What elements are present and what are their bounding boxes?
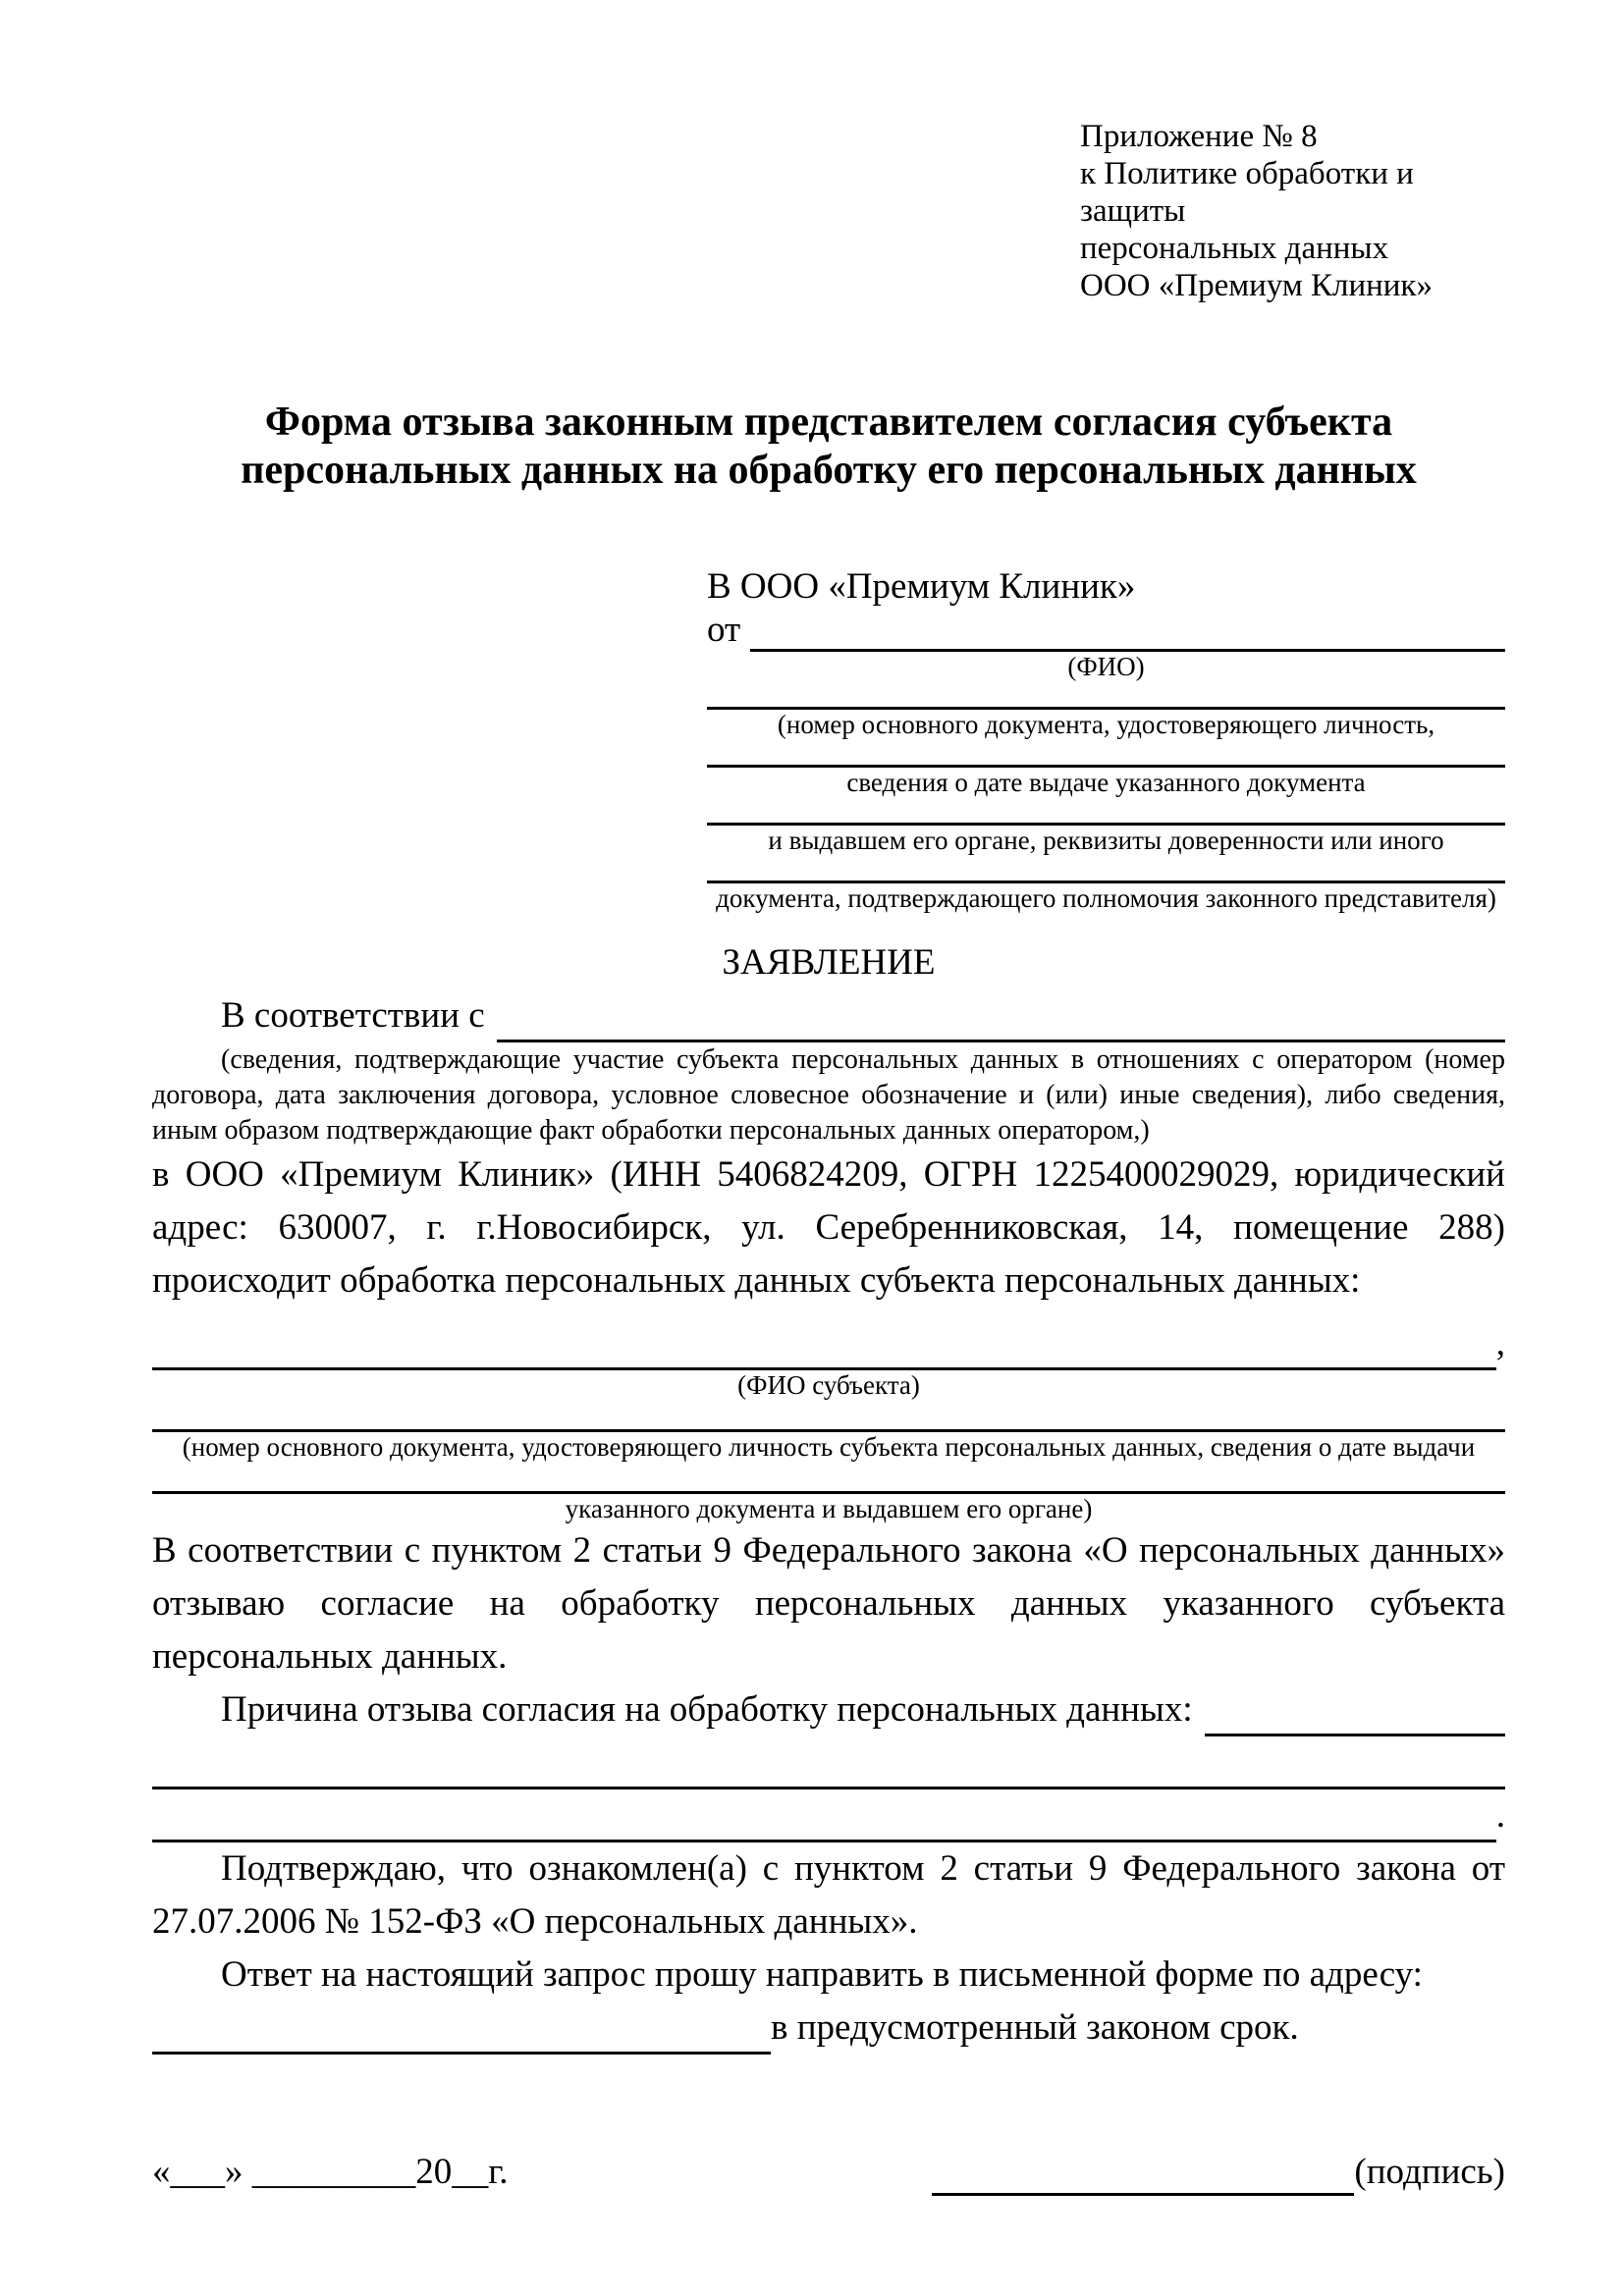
doc-field-caption: сведения о дате выдаче указанного документа bbox=[846, 768, 1366, 797]
fio-caption: (ФИО) bbox=[1067, 652, 1145, 681]
addressee-from-row bbox=[707, 609, 1505, 652]
confirm-paragraph: Подтверждаю, что ознакомлен(а) с пунктом 2 статьи 9 Федерального закона от 27.07.2006 № 152-ФЗ «О персональных данных». bbox=[152, 1848, 1505, 1942]
appendix-line: к Политике обработки и защиты bbox=[1080, 156, 1414, 229]
doc-field-line[interactable] bbox=[707, 682, 1505, 710]
doc-field-caption: и выдавшем его органе, реквизиты доверенности или иного bbox=[768, 826, 1444, 855]
reason-prefix: Причина отзыва согласия на обработку персональных данных: bbox=[221, 1689, 1193, 1730]
signature-line[interactable] bbox=[932, 2156, 1354, 2196]
date-line[interactable]: «___» _________20__г. bbox=[152, 2152, 509, 2192]
doc-field-caption: документа, подтверждающего полномочия законного представителя) bbox=[716, 883, 1496, 913]
withdraw-paragraph: В соответствии с пунктом 2 статьи 9 Федерального закона «О персональных данных» отзываю согласие на обработку персональных данных указанного субъекта персональных данных. bbox=[152, 1530, 1505, 1677]
doc-field-line[interactable] bbox=[707, 740, 1505, 768]
accordance-caption: (сведения, подтверждающие участие субъекта персональных данных в отношениях с оператором (номер договора, дата заключения договора, условное словесное обозначение и (или) иные сведения), либо сведения, иным образом подтверждающие факт обработки персональных данных оператором,) bbox=[152, 1044, 1505, 1146]
reply-suffix: в предусмотренный законом срок. bbox=[771, 2007, 1299, 2048]
subject-fio-row bbox=[152, 1317, 1505, 1370]
subject-fio-line[interactable] bbox=[152, 1330, 1496, 1370]
blank-trailing: . bbox=[1495, 1795, 1505, 1836]
appendix-header bbox=[1080, 118, 1505, 304]
reason-row bbox=[152, 1683, 1505, 1736]
doc-field-caption: (номер основного документа, удостоверяющего личность, bbox=[777, 710, 1435, 739]
title-line: Форма отзыва законным представителем согласия субъекта bbox=[264, 400, 1393, 445]
title-line: персональных данных на обработку его персональных данных bbox=[241, 448, 1417, 493]
signature-block bbox=[932, 2149, 1505, 2196]
reply-paragraph: Ответ на настоящий запрос прошу направить в письменной форме по адресу: bbox=[221, 1954, 1423, 1995]
subject-fio-caption: (ФИО субъекта) bbox=[737, 1370, 920, 1400]
statement-heading: ЗАЯВЛЕНИЕ bbox=[722, 942, 936, 983]
document-title bbox=[152, 399, 1505, 495]
operator-paragraph: в ООО «Премиум Клиник» (ИНН 5406824209, ОГРН 1225400029029, юридический адрес: 630007, г. г.Новосибирск, ул. Серебренниковская, 14, помещение 288) происходит обработка персональных данных субъекта персональных данных: bbox=[152, 1154, 1505, 1301]
subject-doc-caption-2: указанного документа и выдавшем его органе) bbox=[565, 1494, 1093, 1523]
addressee-to: В ООО «Премиум Клиник» bbox=[707, 566, 1136, 607]
accordance-prefix: В соответствии с bbox=[221, 995, 485, 1036]
reply-fill-row bbox=[152, 2002, 1505, 2055]
accordance-fill-line[interactable] bbox=[497, 1002, 1505, 1042]
accordance-row bbox=[152, 989, 1505, 1042]
reply-fill-line[interactable] bbox=[152, 2014, 771, 2055]
fio-fill-line[interactable] bbox=[750, 612, 1505, 652]
subject-doc-line-2[interactable] bbox=[152, 1463, 1505, 1494]
signature-caption: (подпись) bbox=[1354, 2152, 1505, 2192]
doc-field-line[interactable] bbox=[707, 856, 1505, 883]
reason-fill-line[interactable] bbox=[1205, 1696, 1505, 1736]
blank-line-2-row bbox=[152, 1789, 1505, 1842]
subject-fio-trailing: , bbox=[1495, 1323, 1505, 1363]
appendix-line: персональных данных bbox=[1080, 231, 1389, 266]
subject-doc-line-1[interactable] bbox=[152, 1401, 1505, 1432]
blank-line-1[interactable] bbox=[152, 1750, 1505, 1789]
appendix-line: Приложение № 8 bbox=[1080, 119, 1318, 154]
addressee-block bbox=[707, 565, 1505, 914]
blank-line-2[interactable] bbox=[152, 1807, 1496, 1842]
doc-field-line[interactable] bbox=[707, 798, 1505, 826]
document-footer bbox=[152, 2149, 1505, 2196]
subject-doc-caption-1: (номер основного документа, удостоверяющего личность субъекта персональных данных, сведения о дате выдачи bbox=[182, 1432, 1476, 1462]
appendix-line: ООО «Премиум Клиник» bbox=[1080, 268, 1433, 303]
from-label: от bbox=[707, 610, 741, 650]
